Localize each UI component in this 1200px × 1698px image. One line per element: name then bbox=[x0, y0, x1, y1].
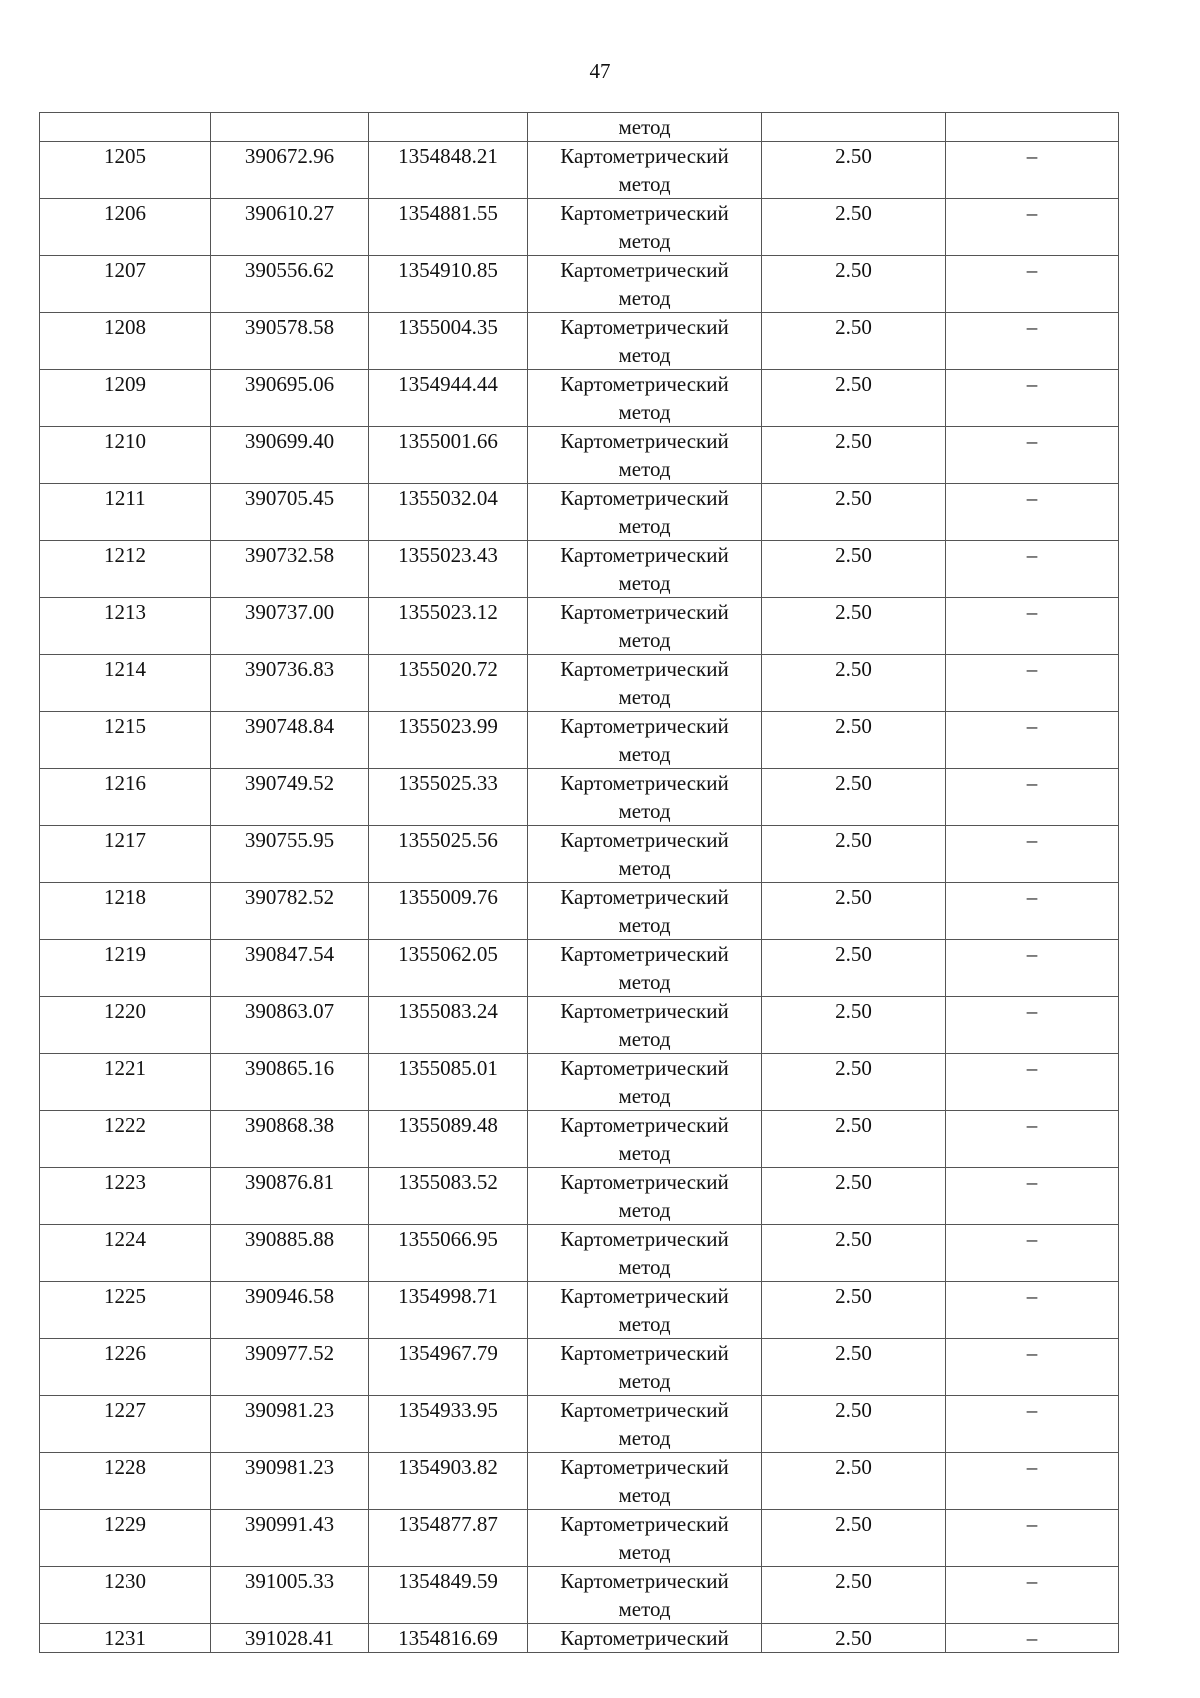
cell-x: 390946.58 bbox=[211, 1282, 369, 1339]
method-line-2: метод bbox=[618, 628, 671, 652]
cell-method bbox=[528, 142, 762, 199]
cell-note: – bbox=[946, 484, 1119, 541]
table-row-continued bbox=[40, 113, 1119, 142]
cell-method bbox=[528, 1396, 762, 1453]
table-row bbox=[40, 1453, 1119, 1510]
cell-point-number: 1214 bbox=[40, 655, 211, 712]
cell-point-number: 1230 bbox=[40, 1567, 211, 1624]
cell-method: Картометрический bbox=[528, 1624, 762, 1653]
method-line-1: Картометрический bbox=[560, 144, 729, 168]
cell-accuracy: 2.50 bbox=[762, 1396, 946, 1453]
method-line-2: метод bbox=[618, 229, 671, 253]
cell-x: 390865.16 bbox=[211, 1054, 369, 1111]
cell-point-number: 1205 bbox=[40, 142, 211, 199]
cell-x: 390699.40 bbox=[211, 427, 369, 484]
cell-point-number: 1215 bbox=[40, 712, 211, 769]
cell-accuracy: 2.50 bbox=[762, 313, 946, 370]
cell-point-number: 1221 bbox=[40, 1054, 211, 1111]
cell-x: 390556.62 bbox=[211, 256, 369, 313]
cell-y bbox=[369, 113, 528, 142]
table-row bbox=[40, 826, 1119, 883]
cell-point-number: 1224 bbox=[40, 1225, 211, 1282]
cell-note: – bbox=[946, 1510, 1119, 1567]
method-line-1: Картометрический bbox=[560, 828, 729, 852]
method-line-1: Картометрический bbox=[560, 714, 729, 738]
cell-y: 1354933.95 bbox=[369, 1396, 528, 1453]
method-line-2: метод bbox=[618, 1540, 671, 1564]
table-row bbox=[40, 1054, 1119, 1111]
cell-point-number: 1207 bbox=[40, 256, 211, 313]
method-line-2: метод bbox=[618, 1084, 671, 1108]
cell-accuracy: 2.50 bbox=[762, 1111, 946, 1168]
cell-point-number: 1223 bbox=[40, 1168, 211, 1225]
page-number: 47 bbox=[589, 59, 611, 83]
table-row bbox=[40, 370, 1119, 427]
cell-y: 1355023.99 bbox=[369, 712, 528, 769]
method-line-2: метод bbox=[618, 970, 671, 994]
cell-y: 1355085.01 bbox=[369, 1054, 528, 1111]
method-line-2: метод bbox=[618, 742, 671, 766]
cell-y: 1354849.59 bbox=[369, 1567, 528, 1624]
table-row bbox=[40, 256, 1119, 313]
cell-y: 1355001.66 bbox=[369, 427, 528, 484]
cell-y: 1354998.71 bbox=[369, 1282, 528, 1339]
cell-note: – bbox=[946, 940, 1119, 997]
method-line-2: метод bbox=[618, 1369, 671, 1393]
method-line-1: Картометрический bbox=[560, 1113, 729, 1137]
cell-method bbox=[528, 712, 762, 769]
cell-method bbox=[528, 1225, 762, 1282]
cell-note: – bbox=[946, 1225, 1119, 1282]
table-row bbox=[40, 427, 1119, 484]
method-line-2: метод bbox=[618, 1255, 671, 1279]
cell-note: – bbox=[946, 997, 1119, 1054]
method-line-1: Картометрический bbox=[560, 885, 729, 909]
cell-y: 1355020.72 bbox=[369, 655, 528, 712]
method-line-1: Картометрический bbox=[560, 1056, 729, 1080]
table-row bbox=[40, 883, 1119, 940]
cell-x: 390705.45 bbox=[211, 484, 369, 541]
method-line-2: метод bbox=[618, 571, 671, 595]
method-line-1: Картометрический bbox=[560, 1284, 729, 1308]
cell-method bbox=[528, 199, 762, 256]
cell-method bbox=[528, 1339, 762, 1396]
cell-x: 390981.23 bbox=[211, 1453, 369, 1510]
cell-note: – bbox=[946, 712, 1119, 769]
cell-point-number: 1206 bbox=[40, 199, 211, 256]
cell-method bbox=[528, 541, 762, 598]
cell-point-number: 1226 bbox=[40, 1339, 211, 1396]
cell-y: 1355089.48 bbox=[369, 1111, 528, 1168]
cell-note: – bbox=[946, 199, 1119, 256]
cell-method bbox=[528, 313, 762, 370]
method-line-1: Картометрический bbox=[560, 1512, 729, 1536]
cell-accuracy: 2.50 bbox=[762, 1624, 946, 1653]
method-line-1: Картометрический bbox=[560, 1455, 729, 1479]
method-line-2: метод bbox=[618, 457, 671, 481]
cell-note: – bbox=[946, 883, 1119, 940]
method-line-2: метод bbox=[618, 685, 671, 709]
cell-x: 390610.27 bbox=[211, 199, 369, 256]
cell-y: 1354944.44 bbox=[369, 370, 528, 427]
cell-point-number: 1218 bbox=[40, 883, 211, 940]
cell-note: – bbox=[946, 1453, 1119, 1510]
cell-x: 390885.88 bbox=[211, 1225, 369, 1282]
cell-method bbox=[528, 1054, 762, 1111]
method-line-2: метод bbox=[618, 1597, 671, 1621]
cell-note: – bbox=[946, 142, 1119, 199]
cell-point-number: 1231 bbox=[40, 1624, 211, 1653]
method-line-1: Картометрический bbox=[560, 486, 729, 510]
cell-x: 390847.54 bbox=[211, 940, 369, 997]
cell-note: – bbox=[946, 1168, 1119, 1225]
method-line-1: Картометрический bbox=[560, 600, 729, 624]
cell-y: 1355023.43 bbox=[369, 541, 528, 598]
cell-y: 1354881.55 bbox=[369, 199, 528, 256]
table-row bbox=[40, 712, 1119, 769]
cell-y: 1354877.87 bbox=[369, 1510, 528, 1567]
cell-x bbox=[211, 113, 369, 142]
cell-y: 1354816.69 bbox=[369, 1624, 528, 1653]
cell-accuracy: 2.50 bbox=[762, 1510, 946, 1567]
table-row bbox=[40, 1510, 1119, 1567]
cell-method: метод bbox=[528, 113, 762, 142]
cell-accuracy: 2.50 bbox=[762, 142, 946, 199]
cell-y: 1355083.24 bbox=[369, 997, 528, 1054]
cell-method bbox=[528, 769, 762, 826]
cell-point-number bbox=[40, 113, 211, 142]
cell-method bbox=[528, 1168, 762, 1225]
table-row bbox=[40, 1225, 1119, 1282]
cell-accuracy: 2.50 bbox=[762, 1339, 946, 1396]
cell-point-number: 1213 bbox=[40, 598, 211, 655]
cell-accuracy: 2.50 bbox=[762, 541, 946, 598]
cell-note: – bbox=[946, 256, 1119, 313]
cell-x: 390876.81 bbox=[211, 1168, 369, 1225]
cell-method bbox=[528, 484, 762, 541]
cell-note: – bbox=[946, 1054, 1119, 1111]
cell-method bbox=[528, 997, 762, 1054]
cell-x: 390749.52 bbox=[211, 769, 369, 826]
table-row bbox=[40, 1111, 1119, 1168]
cell-note: – bbox=[946, 1624, 1119, 1653]
method-line-1: Картометрический bbox=[560, 942, 729, 966]
cell-x: 390863.07 bbox=[211, 997, 369, 1054]
cell-y: 1355032.04 bbox=[369, 484, 528, 541]
cell-method bbox=[528, 883, 762, 940]
method-line-2: метод bbox=[618, 1198, 671, 1222]
cell-note: – bbox=[946, 655, 1119, 712]
cell-x: 390868.38 bbox=[211, 1111, 369, 1168]
cell-method bbox=[528, 370, 762, 427]
cell-point-number: 1225 bbox=[40, 1282, 211, 1339]
cell-y: 1355023.12 bbox=[369, 598, 528, 655]
cell-point-number: 1216 bbox=[40, 769, 211, 826]
cell-note: – bbox=[946, 427, 1119, 484]
cell-accuracy: 2.50 bbox=[762, 370, 946, 427]
cell-method bbox=[528, 1510, 762, 1567]
method-line-1: Картометрический bbox=[560, 258, 729, 282]
table-row bbox=[40, 769, 1119, 826]
cell-note: – bbox=[946, 598, 1119, 655]
method-line-2: метод bbox=[618, 1141, 671, 1165]
cell-x: 390578.58 bbox=[211, 313, 369, 370]
cell-note: – bbox=[946, 1111, 1119, 1168]
table-row bbox=[40, 199, 1119, 256]
cell-accuracy: 2.50 bbox=[762, 598, 946, 655]
cell-method bbox=[528, 826, 762, 883]
cell-y: 1354967.79 bbox=[369, 1339, 528, 1396]
cell-accuracy: 2.50 bbox=[762, 1168, 946, 1225]
cell-x: 390748.84 bbox=[211, 712, 369, 769]
method-line-1: Картометрический bbox=[560, 429, 729, 453]
method-line-1: Картометрический bbox=[560, 1170, 729, 1194]
cell-accuracy: 2.50 bbox=[762, 769, 946, 826]
cell-point-number: 1212 bbox=[40, 541, 211, 598]
method-line-1: Картометрический bbox=[560, 1398, 729, 1422]
table-row bbox=[40, 484, 1119, 541]
method-line-1: Картометрический bbox=[560, 999, 729, 1023]
cell-x: 391005.33 bbox=[211, 1567, 369, 1624]
cell-y: 1355025.56 bbox=[369, 826, 528, 883]
table-row bbox=[40, 997, 1119, 1054]
cell-y: 1355004.35 bbox=[369, 313, 528, 370]
cell-point-number: 1217 bbox=[40, 826, 211, 883]
method-line-1: Картометрический bbox=[560, 771, 729, 795]
cell-point-number: 1211 bbox=[40, 484, 211, 541]
cell-accuracy: 2.50 bbox=[762, 427, 946, 484]
table-row bbox=[40, 1339, 1119, 1396]
table-row bbox=[40, 313, 1119, 370]
cell-accuracy: 2.50 bbox=[762, 883, 946, 940]
cell-accuracy: 2.50 bbox=[762, 1225, 946, 1282]
cell-accuracy: 2.50 bbox=[762, 655, 946, 712]
table-row bbox=[40, 541, 1119, 598]
method-line-2: метод bbox=[618, 799, 671, 823]
cell-y: 1354910.85 bbox=[369, 256, 528, 313]
cell-note: – bbox=[946, 826, 1119, 883]
cell-accuracy: 2.50 bbox=[762, 1453, 946, 1510]
cell-note: – bbox=[946, 1396, 1119, 1453]
cell-note bbox=[946, 113, 1119, 142]
cell-note: – bbox=[946, 1567, 1119, 1624]
cell-method bbox=[528, 427, 762, 484]
cell-accuracy: 2.50 bbox=[762, 199, 946, 256]
cell-point-number: 1227 bbox=[40, 1396, 211, 1453]
cell-method bbox=[528, 655, 762, 712]
cell-method bbox=[528, 598, 762, 655]
cell-x: 390695.06 bbox=[211, 370, 369, 427]
method-line-1: Картометрический bbox=[560, 315, 729, 339]
method-line-1: Картометрический bbox=[560, 1227, 729, 1251]
method-line-1: Картометрический bbox=[560, 657, 729, 681]
cell-accuracy: 2.50 bbox=[762, 256, 946, 313]
cell-x: 390732.58 bbox=[211, 541, 369, 598]
cell-note: – bbox=[946, 313, 1119, 370]
cell-point-number: 1208 bbox=[40, 313, 211, 370]
method-line-2: метод bbox=[618, 1027, 671, 1051]
cell-method bbox=[528, 940, 762, 997]
cell-accuracy: 2.50 bbox=[762, 826, 946, 883]
cell-x: 390977.52 bbox=[211, 1339, 369, 1396]
cell-method bbox=[528, 1567, 762, 1624]
method-line-1: Картометрический bbox=[560, 372, 729, 396]
method-line-2: метод bbox=[618, 343, 671, 367]
cell-method bbox=[528, 1453, 762, 1510]
cell-accuracy: 2.50 bbox=[762, 712, 946, 769]
cell-point-number: 1219 bbox=[40, 940, 211, 997]
table-row bbox=[40, 142, 1119, 199]
cell-point-number: 1209 bbox=[40, 370, 211, 427]
table-row bbox=[40, 598, 1119, 655]
table-row bbox=[40, 1282, 1119, 1339]
cell-accuracy: 2.50 bbox=[762, 1567, 946, 1624]
method-line-2: метод bbox=[618, 172, 671, 196]
cell-y: 1355009.76 bbox=[369, 883, 528, 940]
cell-y: 1355066.95 bbox=[369, 1225, 528, 1282]
cell-y: 1355025.33 bbox=[369, 769, 528, 826]
cell-point-number: 1220 bbox=[40, 997, 211, 1054]
cell-note: – bbox=[946, 1282, 1119, 1339]
table-row-last bbox=[40, 1624, 1119, 1653]
cell-accuracy: 2.50 bbox=[762, 940, 946, 997]
method-line-1: Картометрический bbox=[560, 543, 729, 567]
cell-x: 391028.41 bbox=[211, 1624, 369, 1653]
cell-note: – bbox=[946, 769, 1119, 826]
table-row bbox=[40, 1396, 1119, 1453]
cell-x: 390736.83 bbox=[211, 655, 369, 712]
method-line-2: метод bbox=[618, 1483, 671, 1507]
cell-point-number: 1222 bbox=[40, 1111, 211, 1168]
cell-x: 390737.00 bbox=[211, 598, 369, 655]
cell-x: 390672.96 bbox=[211, 142, 369, 199]
cell-y: 1354903.82 bbox=[369, 1453, 528, 1510]
method-line-2: метод bbox=[618, 856, 671, 880]
cell-accuracy bbox=[762, 113, 946, 142]
coordinates-table bbox=[39, 112, 1119, 1653]
cell-point-number: 1210 bbox=[40, 427, 211, 484]
method-line-2: метод bbox=[618, 514, 671, 538]
table-row bbox=[40, 1567, 1119, 1624]
method-line-2: метод bbox=[618, 913, 671, 937]
method-line-2: метод bbox=[618, 400, 671, 424]
cell-method bbox=[528, 1111, 762, 1168]
table-row bbox=[40, 655, 1119, 712]
cell-point-number: 1229 bbox=[40, 1510, 211, 1567]
cell-y: 1355083.52 bbox=[369, 1168, 528, 1225]
method-line-1: Картометрический bbox=[560, 201, 729, 225]
method-line-1: Картометрический bbox=[560, 1341, 729, 1365]
cell-x: 390991.43 bbox=[211, 1510, 369, 1567]
method-line-2: метод bbox=[618, 1426, 671, 1450]
cell-accuracy: 2.50 bbox=[762, 1282, 946, 1339]
cell-x: 390782.52 bbox=[211, 883, 369, 940]
cell-point-number: 1228 bbox=[40, 1453, 211, 1510]
cell-accuracy: 2.50 bbox=[762, 997, 946, 1054]
cell-x: 390981.23 bbox=[211, 1396, 369, 1453]
cell-y: 1354848.21 bbox=[369, 142, 528, 199]
method-line-2: метод bbox=[618, 286, 671, 310]
table-row bbox=[40, 940, 1119, 997]
cell-note: – bbox=[946, 541, 1119, 598]
method-line-1: Картометрический bbox=[560, 1569, 729, 1593]
cell-accuracy: 2.50 bbox=[762, 1054, 946, 1111]
table-row bbox=[40, 1168, 1119, 1225]
method-line-2: метод bbox=[618, 1312, 671, 1336]
cell-y: 1355062.05 bbox=[369, 940, 528, 997]
cell-accuracy: 2.50 bbox=[762, 484, 946, 541]
cell-method bbox=[528, 256, 762, 313]
cell-x: 390755.95 bbox=[211, 826, 369, 883]
cell-note: – bbox=[946, 370, 1119, 427]
cell-note: – bbox=[946, 1339, 1119, 1396]
cell-method bbox=[528, 1282, 762, 1339]
